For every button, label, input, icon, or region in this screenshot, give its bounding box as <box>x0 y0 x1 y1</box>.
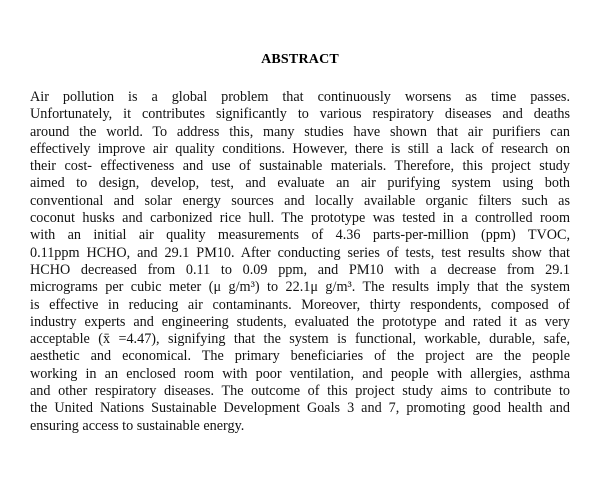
abstract-line: their cost- effectiveness and use of sustainable materials. Therefore, this project study <box>30 158 570 175</box>
abstract-heading: ABSTRACT <box>261 52 339 67</box>
abstract-paragraph <box>30 89 570 435</box>
abstract-line: conventional and solar energy sources and locally available organic filters such as <box>30 192 570 209</box>
abstract-line: ensuring access to sustainable energy. <box>30 417 245 434</box>
abstract-line: Unfortunately, it contributes significantly to various respiratory diseases and deaths <box>30 106 570 123</box>
abstract-line: aesthetic and economical. The primary beneficiaries of the project are the people <box>30 348 570 365</box>
abstract-line: with an initial air quality measurements of 4.36 parts-per-million (ppm) TVOC, <box>30 227 570 244</box>
abstract-line: micrograms per cubic meter (μ g/m³) to 22.1μ g/m³. The results imply that the system <box>30 279 570 296</box>
abstract-line: the United Nations Sustainable Development Goals 3 and 7, promoting good health and <box>30 400 570 417</box>
abstract-line: industry experts and engineering students, evaluated the prototype and rated it as very <box>30 313 570 330</box>
abstract-line: aimed to design, develop, test, and evaluate an air purifying system using both <box>30 175 570 192</box>
abstract-line: effectively improve air quality conditions. However, there is still a lack of research on <box>30 140 570 157</box>
abstract-line: Air pollution is a global problem that continuously worsens as time passes. <box>30 89 570 105</box>
abstract-line: around the world. To address this, many studies have shown that air purifiers can <box>30 123 570 140</box>
abstract-line: acceptable (x̄ =4.47), signifying that the system is functional, workable, durable, safe, <box>30 331 570 348</box>
abstract-line: HCHO decreased from 0.11 to 0.09 ppm, and PM10 with a decrease from 29.1 <box>30 261 570 278</box>
abstract-line: working in an enclosed room with poor ventilation, and people with allergies, asthma <box>30 365 570 382</box>
abstract-line: coconut husks and carbonized rice hull. The prototype was tested in a controlled room <box>30 210 570 227</box>
abstract-line: is effective in reducing air contaminants. Moreover, thirty respondents, composed of <box>30 296 570 313</box>
abstract-line: 0.11ppm HCHO, and 29.1 PM10. After conducting series of tests, test results show that <box>30 244 570 261</box>
abstract-line: and other respiratory diseases. The outcome of this project study aims to contribute to <box>30 383 570 400</box>
